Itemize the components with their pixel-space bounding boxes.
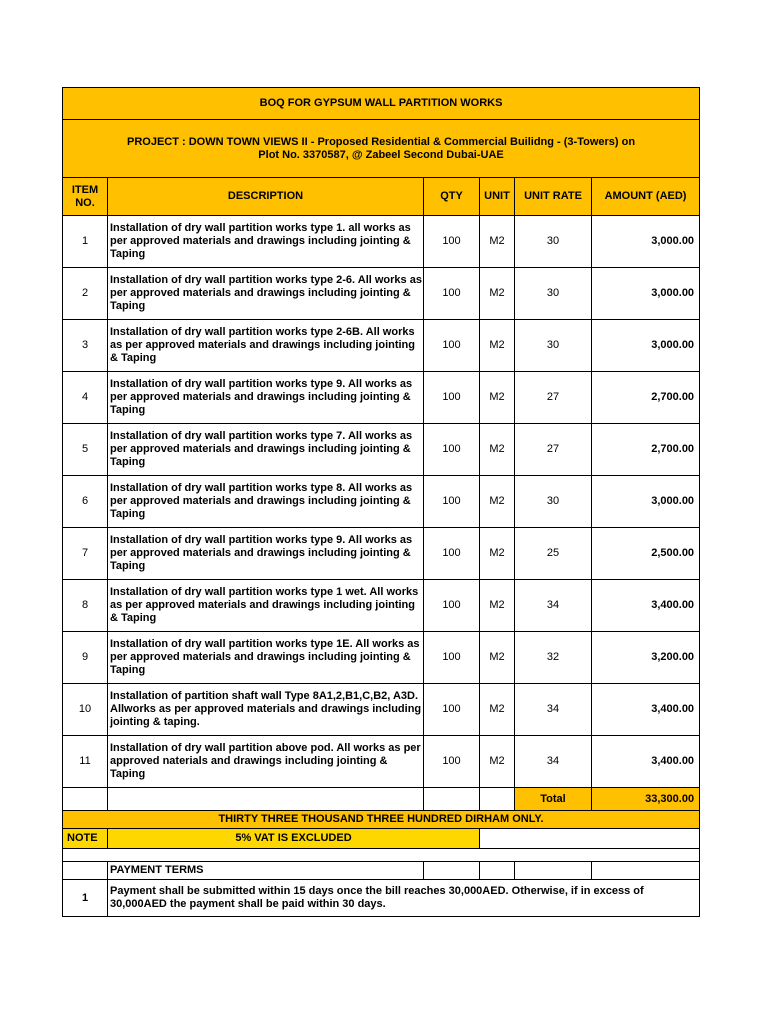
item-description-cell: Installation of dry wall partition works type 1E. All works as per approved materials and drawings including jointing & Taping [108, 632, 424, 684]
total-empty-cell [63, 788, 108, 811]
table-row [63, 528, 700, 580]
table-row [63, 684, 700, 736]
spacer-cell [63, 849, 700, 862]
item-unit-cell: M2 [480, 320, 515, 372]
note-row [63, 829, 700, 849]
item-no-cell: 4 [63, 372, 108, 424]
payment-terms-heading: PAYMENT TERMS [108, 862, 424, 880]
table-row [63, 736, 700, 788]
item-unit-cell: M2 [480, 424, 515, 476]
col-header-amount: AMOUNT (AED) [592, 178, 700, 216]
item-unit-cell: M2 [480, 736, 515, 788]
document-title: BOQ FOR GYPSUM WALL PARTITION WORKS [63, 88, 700, 120]
note-text: 5% VAT IS EXCLUDED [108, 829, 480, 849]
item-qty-cell: 100 [424, 736, 480, 788]
item-description-cell: Installation of dry wall partition works type 2-6. All works as per approved materials and drawings including jointing & Taping [108, 268, 424, 320]
table-row [63, 632, 700, 684]
item-rate-cell: 30 [515, 216, 592, 268]
item-no-cell: 6 [63, 476, 108, 528]
item-qty-cell: 100 [424, 424, 480, 476]
total-row [63, 788, 700, 811]
table-row [63, 476, 700, 528]
terms-empty-cell [592, 862, 700, 880]
boq-table [62, 87, 700, 917]
item-unit-cell: M2 [480, 632, 515, 684]
item-rate-cell: 30 [515, 320, 592, 372]
item-qty-cell: 100 [424, 632, 480, 684]
terms-empty-cell [424, 862, 480, 880]
payment-term-no: 1 [63, 880, 108, 917]
col-header-unit: UNIT [480, 178, 515, 216]
item-unit-cell: M2 [480, 528, 515, 580]
item-no-cell: 9 [63, 632, 108, 684]
item-unit-cell: M2 [480, 476, 515, 528]
item-amount-cell: 3,200.00 [592, 632, 700, 684]
item-amount-cell: 3,000.00 [592, 320, 700, 372]
total-value: 33,300.00 [592, 788, 700, 811]
item-no-cell: 2 [63, 268, 108, 320]
item-amount-cell: 3,400.00 [592, 736, 700, 788]
item-qty-cell: 100 [424, 320, 480, 372]
item-amount-cell: 3,400.00 [592, 580, 700, 632]
item-description-cell: Installation of dry wall partition works type 1 wet. All works as per approved materials and drawings including jointing & Taping [108, 580, 424, 632]
item-no-cell: 7 [63, 528, 108, 580]
table-row [63, 320, 700, 372]
item-amount-cell: 2,700.00 [592, 424, 700, 476]
col-header-unit-rate: UNIT RATE [515, 178, 592, 216]
item-unit-cell: M2 [480, 372, 515, 424]
item-unit-cell: M2 [480, 268, 515, 320]
item-amount-cell: 2,700.00 [592, 372, 700, 424]
total-in-words: THIRTY THREE THOUSAND THREE HUNDRED DIRHAM ONLY. [63, 811, 700, 829]
item-amount-cell: 3,000.00 [592, 268, 700, 320]
item-rate-cell: 30 [515, 268, 592, 320]
item-amount-cell: 3,000.00 [592, 476, 700, 528]
payment-terms-header-row [63, 862, 700, 880]
column-header-row [63, 178, 700, 216]
table-row [63, 580, 700, 632]
item-no-cell: 1 [63, 216, 108, 268]
item-qty-cell: 100 [424, 528, 480, 580]
item-rate-cell: 30 [515, 476, 592, 528]
item-qty-cell: 100 [424, 476, 480, 528]
item-no-cell: 8 [63, 580, 108, 632]
item-qty-cell: 100 [424, 684, 480, 736]
total-label: Total [515, 788, 592, 811]
item-description-cell: Installation of partition shaft wall Type 8A1,2,B1,C,B2, A3D. Allworks as per approved materials and drawings including jointing & taping. [108, 684, 424, 736]
item-rate-cell: 27 [515, 424, 592, 476]
item-qty-cell: 100 [424, 268, 480, 320]
item-no-cell: 11 [63, 736, 108, 788]
terms-empty-cell [480, 862, 515, 880]
item-amount-cell: 3,400.00 [592, 684, 700, 736]
table-row [63, 372, 700, 424]
item-no-cell: 3 [63, 320, 108, 372]
table-row [63, 268, 700, 320]
item-description-cell: Installation of dry wall partition works type 9. All works as per approved materials and drawings including jointing & Taping [108, 372, 424, 424]
payment-term-text: Payment shall be submitted within 15 days once the bill reaches 30,000AED. Otherwise, if in excess of 30,000AED the payment shall be paid within 30 days. [108, 880, 700, 917]
item-rate-cell: 32 [515, 632, 592, 684]
col-header-item-no: ITEM NO. [63, 178, 108, 216]
project-line-2: Plot No. 3370587, @ Zabeel Second Dubai-UAE [258, 148, 504, 161]
spacer-row [63, 849, 700, 862]
item-rate-cell: 34 [515, 580, 592, 632]
col-header-qty: QTY [424, 178, 480, 216]
item-rate-cell: 27 [515, 372, 592, 424]
item-rate-cell: 34 [515, 684, 592, 736]
total-empty-cell [108, 788, 424, 811]
col-header-description: DESCRIPTION [108, 178, 424, 216]
item-description-cell: Installation of dry wall partition above pod. All works as per approved naterials and drawings including jointing & Taping [108, 736, 424, 788]
terms-empty-cell [515, 862, 592, 880]
item-unit-cell: M2 [480, 684, 515, 736]
item-description-cell: Installation of dry wall partition works type 1. all works as per approved materials and drawings including jointing & Taping [108, 216, 424, 268]
item-description-cell: Installation of dry wall partition works type 7. All works as per approved materials and drawings including jointing & Taping [108, 424, 424, 476]
item-rate-cell: 34 [515, 736, 592, 788]
item-qty-cell: 100 [424, 580, 480, 632]
item-no-cell: 10 [63, 684, 108, 736]
note-label: NOTE [63, 829, 108, 849]
project-line-1: PROJECT : DOWN TOWN VIEWS II - Proposed Residential & Commercial Builidng - (3-Towers) on [126, 135, 636, 148]
item-description-cell: Installation of dry wall partition works type 2-6B. All works as per approved materials and drawings including jointing & Taping [108, 320, 424, 372]
item-unit-cell: M2 [480, 580, 515, 632]
table-row [63, 216, 700, 268]
terms-empty-cell [63, 862, 108, 880]
table-row [63, 424, 700, 476]
note-empty-cell [480, 829, 700, 849]
item-unit-cell: M2 [480, 216, 515, 268]
payment-term-row [63, 880, 700, 917]
item-description-cell: Installation of dry wall partition works type 9. All works as per approved materials and drawings including jointing & Taping [108, 528, 424, 580]
item-amount-cell: 2,500.00 [592, 528, 700, 580]
item-qty-cell: 100 [424, 216, 480, 268]
item-description-cell: Installation of dry wall partition works type 8. All works as per approved materials and drawings including jointing & Taping [108, 476, 424, 528]
project-description [63, 120, 700, 178]
item-no-cell: 5 [63, 424, 108, 476]
total-empty-cell [424, 788, 480, 811]
item-amount-cell: 3,000.00 [592, 216, 700, 268]
total-empty-cell [480, 788, 515, 811]
item-rate-cell: 25 [515, 528, 592, 580]
item-qty-cell: 100 [424, 372, 480, 424]
